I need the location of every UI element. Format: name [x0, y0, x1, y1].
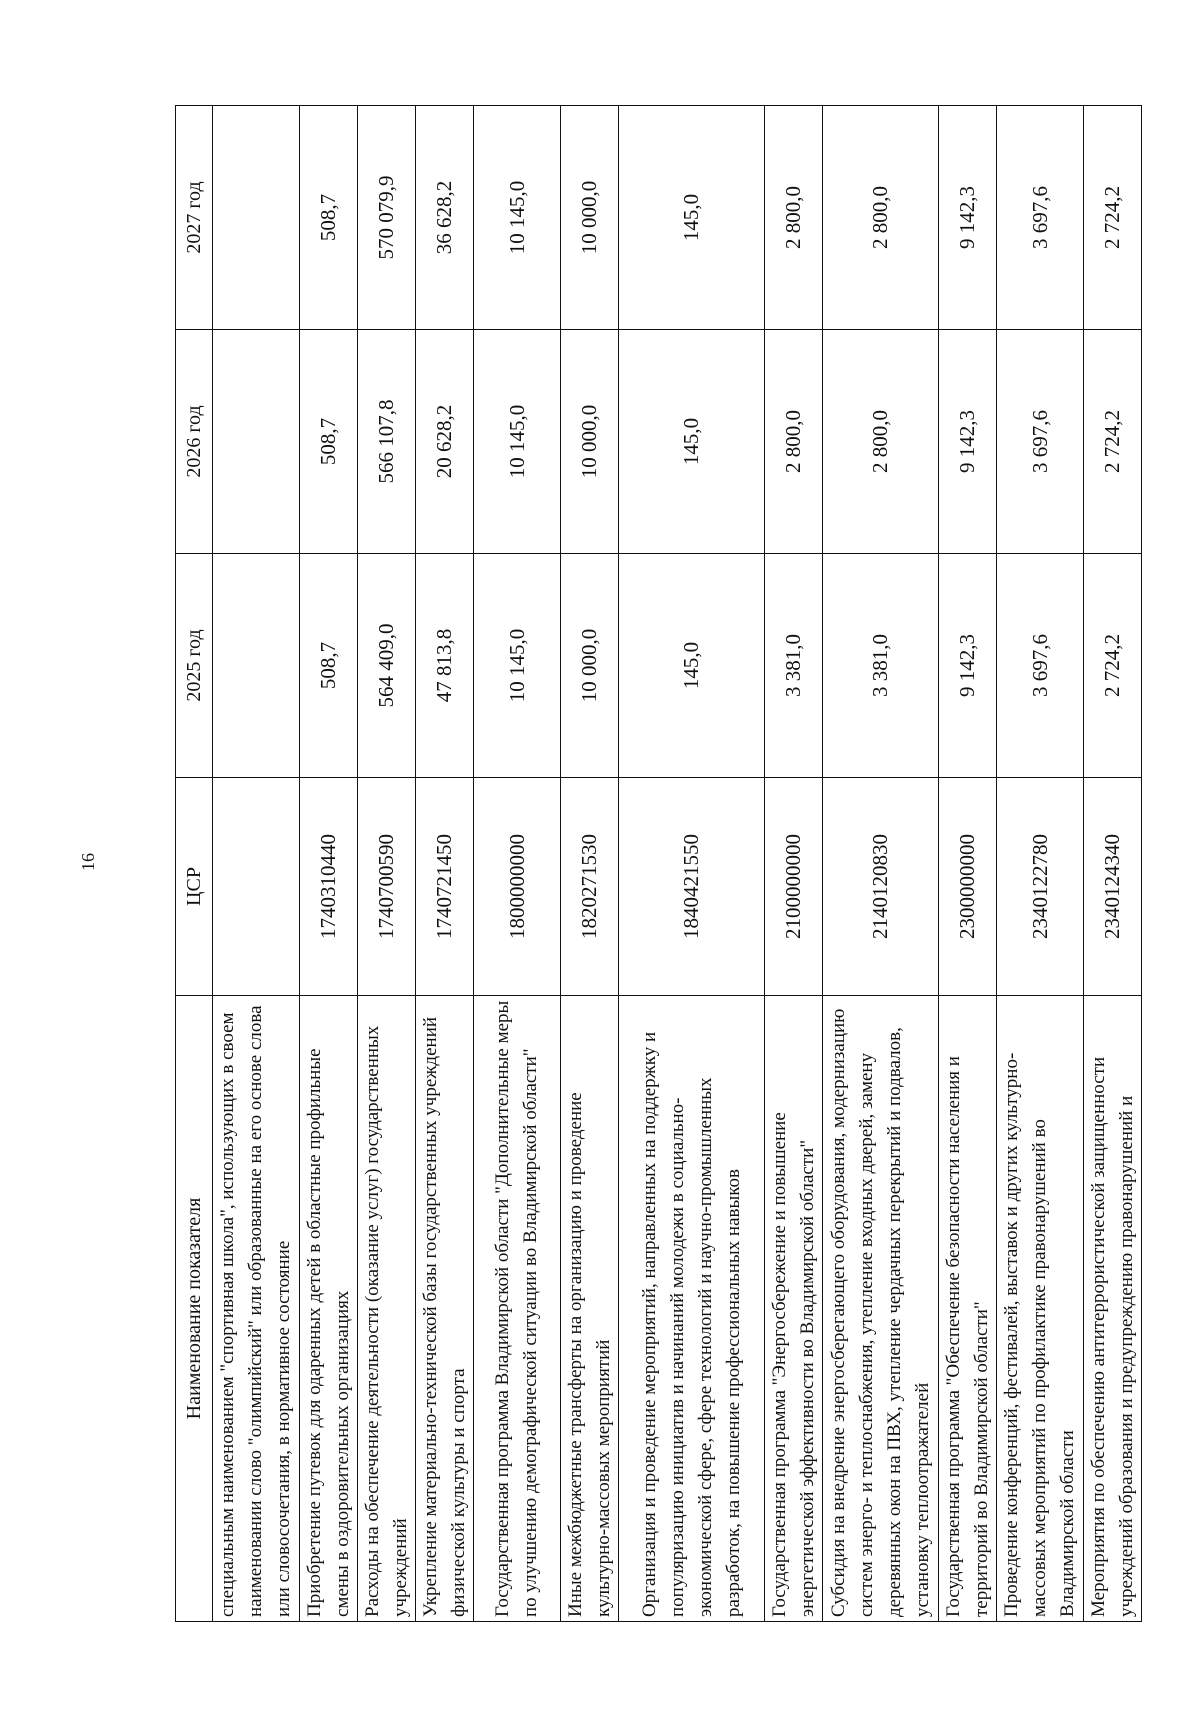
rotated-table-page: [175, 106, 1200, 1622]
row-name: Организация и проведение мероприятий, направленных на поддержку и популяризацию инициатив и начинаний молодежи в социально-экономической сфере, сфере технологий и научно-промышленных разработок, на повышение профессиональных навыков: [619, 996, 765, 1622]
row-2025: 3 697,6: [997, 554, 1084, 778]
row-2027: 2 724,2: [1084, 106, 1142, 330]
row-2026: 508,7: [300, 330, 358, 554]
row-name: специальным наименованием "спортивная школа", использующих в своем наименовании слово "олимпийский" или образованные на его основе слова или словосочетания, в нормативное состояние: [213, 996, 300, 1622]
header-row: [176, 106, 213, 1622]
row-2025: 9 142,3: [939, 554, 997, 778]
row-name: Укрепление материально-технической базы государственных учреждений физической культуры и спорта: [416, 996, 474, 1622]
row-2025: 47 813,8: [416, 554, 474, 778]
row-2026: 10 000,0: [561, 330, 619, 554]
row-2025: 3 381,0: [765, 554, 823, 778]
row-csr: 2300000000: [939, 778, 997, 996]
table-row: [939, 106, 997, 1622]
header-2025: 2025 год: [176, 554, 213, 778]
row-2025: 2 724,2: [1084, 554, 1142, 778]
table-row: [300, 106, 358, 1622]
table-row: [474, 106, 561, 1622]
row-name: Проведение конференций, фестивалей, выставок и других культурно-массовых мероприятий по профилактике правонарушений во Владимирской области: [997, 996, 1084, 1622]
row-csr: 1740310440: [300, 778, 358, 996]
row-2027: 145,0: [619, 106, 765, 330]
row-2027: 10 145,0: [474, 106, 561, 330]
row-2026: 566 107,8: [358, 330, 416, 554]
row-name: Иные межбюджетные трансферты на организацию и проведение культурно-массовых мероприятий: [561, 996, 619, 1622]
row-2025: 10 000,0: [561, 554, 619, 778]
row-2027: 36 628,2: [416, 106, 474, 330]
row-csr: 2100000000: [765, 778, 823, 996]
row-2025: 10 145,0: [474, 554, 561, 778]
header-name: Наименование показателя: [176, 996, 213, 1622]
row-2026: 10 145,0: [474, 330, 561, 554]
row-2026: 2 800,0: [823, 330, 939, 554]
row-2025: [213, 554, 300, 778]
row-name: Государственная программа "Энергосбережение и повышение энергетической эффективности во Владимирской области": [765, 996, 823, 1622]
row-2026: 145,0: [619, 330, 765, 554]
row-csr: 2340122780: [997, 778, 1084, 996]
row-2025: 3 381,0: [823, 554, 939, 778]
budget-table: [175, 105, 1142, 1622]
row-2026: 2 800,0: [765, 330, 823, 554]
row-name: Государственная программа "Обеспечение безопасности населения и территорий во Владимирской области": [939, 996, 997, 1622]
row-name: Субсидия на внедрение энергосберегающего оборудования, модернизацию систем энерго- и теплоснабжения, утепление входных дверей, замену деревянных окон на ПВХ, утепление чердачных перекрытий и подвалов, установку теплоотражателей: [823, 996, 939, 1622]
table-row: [823, 106, 939, 1622]
row-name: Приобретение путевок для одаренных детей в областные профильные смены в оздоровительных организациях: [300, 996, 358, 1622]
table-row: [213, 106, 300, 1622]
row-2026: 3 697,6: [997, 330, 1084, 554]
header-2026: 2026 год: [176, 330, 213, 554]
row-name: Государственная программа Владимирской области "Дополнительные меры по улучшению демографической ситуации во Владимирской области": [474, 996, 561, 1622]
table-row: [1084, 106, 1142, 1622]
row-csr: 1800000000: [474, 778, 561, 996]
row-2026: 20 628,2: [416, 330, 474, 554]
table-row: [997, 106, 1084, 1622]
row-2027: 2 800,0: [765, 106, 823, 330]
row-2027: [213, 106, 300, 330]
page-number: 16: [78, 853, 98, 871]
table-row: [561, 106, 619, 1622]
row-2027: 3 697,6: [997, 106, 1084, 330]
row-2025: 508,7: [300, 554, 358, 778]
row-2027: 570 079,9: [358, 106, 416, 330]
row-name: Расходы на обеспечение деятельности (оказание услуг) государственных учреждений: [358, 996, 416, 1622]
row-2025: 564 409,0: [358, 554, 416, 778]
table-row: [619, 106, 765, 1622]
row-csr: 1740700590: [358, 778, 416, 996]
row-name: Мероприятия по обеспечению антитеррористической защищенности учреждений образования и предупреждению правонарушений и: [1084, 996, 1142, 1622]
row-csr: 1820271530: [561, 778, 619, 996]
row-2027: 10 000,0: [561, 106, 619, 330]
row-2027: 2 800,0: [823, 106, 939, 330]
table-row: [416, 106, 474, 1622]
row-2027: 508,7: [300, 106, 358, 330]
row-csr: 1840421550: [619, 778, 765, 996]
row-csr: [213, 778, 300, 996]
table-row: [765, 106, 823, 1622]
row-2026: 9 142,3: [939, 330, 997, 554]
header-2027: 2027 год: [176, 106, 213, 330]
table-row: [358, 106, 416, 1622]
row-csr: 1740721450: [416, 778, 474, 996]
header-csr: ЦСР: [176, 778, 213, 996]
row-2027: 9 142,3: [939, 106, 997, 330]
row-2025: 145,0: [619, 554, 765, 778]
row-csr: 2340124340: [1084, 778, 1142, 996]
row-2026: [213, 330, 300, 554]
row-2026: 2 724,2: [1084, 330, 1142, 554]
row-csr: 2140120830: [823, 778, 939, 996]
